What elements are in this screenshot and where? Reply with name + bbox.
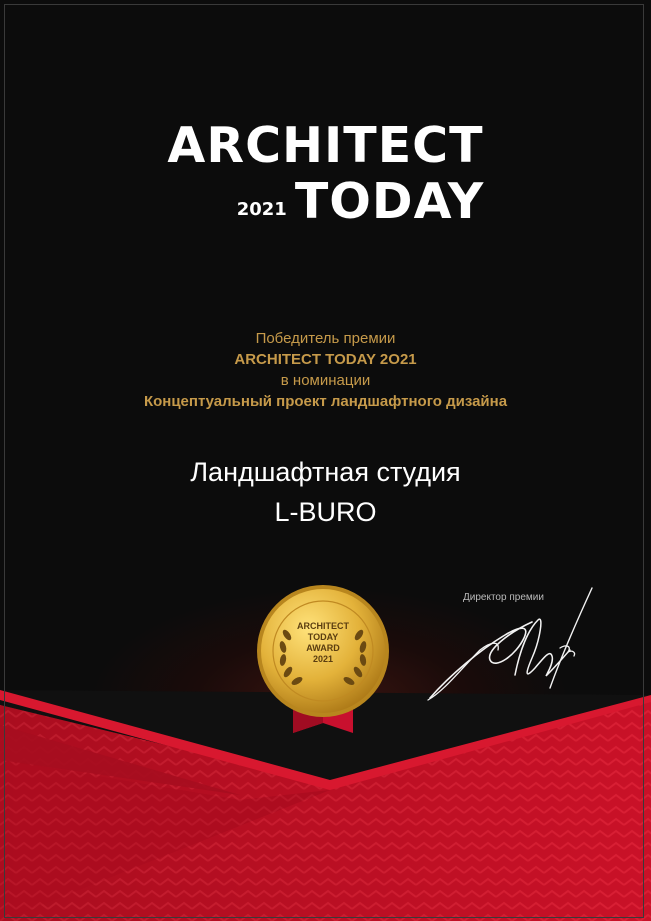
logo-line-2: [0, 174, 651, 241]
medal-line-3: AWARD: [306, 643, 340, 653]
award-name: ARCHITECT TODAY 2O21: [234, 351, 417, 368]
event-logo: [0, 118, 651, 241]
medal-inscription: [276, 621, 370, 665]
director-signature: [420, 580, 610, 710]
logo-line-1: ARCHITECT: [167, 117, 484, 174]
recipient-line-2: L-BURO: [274, 497, 377, 527]
winner-line: Победитель премии: [255, 330, 396, 347]
director-label: Директор премии: [463, 592, 544, 603]
recipient-line-1: Ландшафтная студия: [190, 457, 461, 487]
award-description: [0, 328, 651, 412]
nomination-prefix: в номинации: [280, 372, 371, 389]
recipient: [0, 452, 651, 532]
medal-line-1: ARCHITECT: [297, 621, 349, 631]
logo-today: TODAY: [294, 173, 485, 230]
nomination-title: Концептуальный проект ландшафтного дизайна: [143, 393, 508, 410]
medal-line-2: TODAY: [307, 632, 339, 642]
logo-year: 2021: [236, 199, 287, 220]
medal-line-4: 2021: [312, 654, 334, 664]
